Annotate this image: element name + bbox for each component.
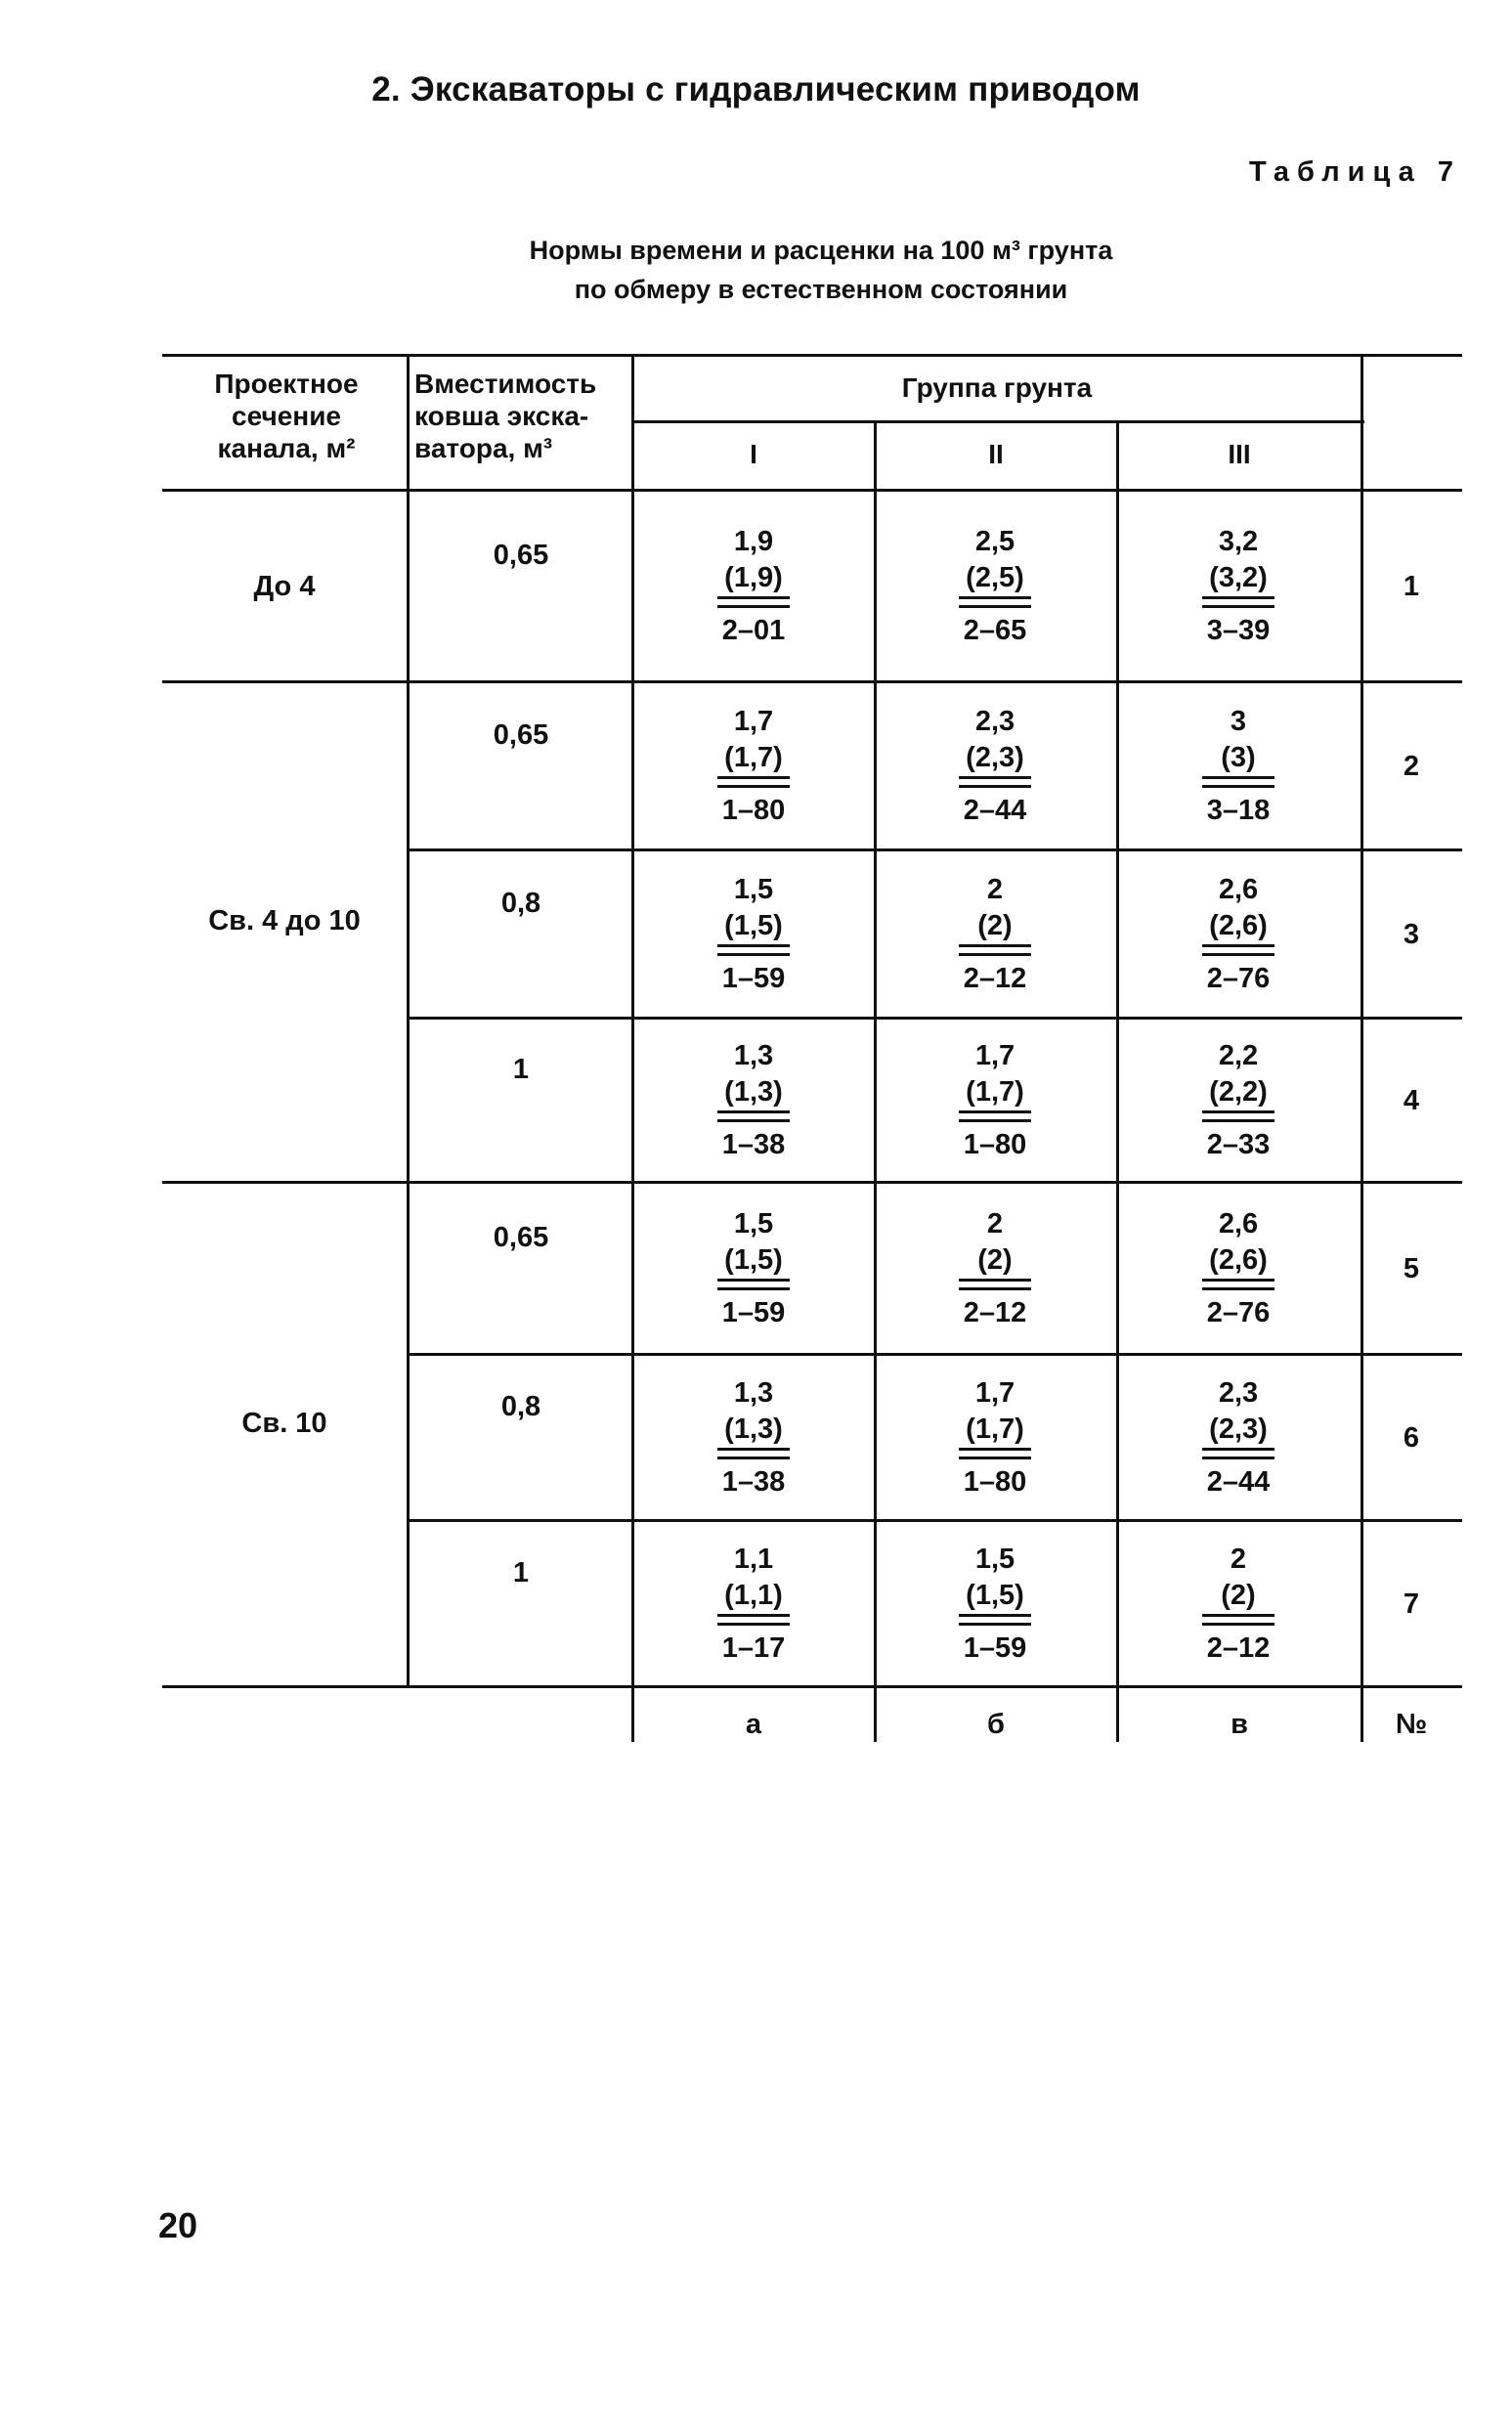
rate-value: 1–59 (717, 1287, 790, 1331)
rule-col-section (407, 354, 410, 1685)
norm-time: 1,9 (733, 525, 774, 557)
row-number: 7 (1403, 1588, 1420, 1620)
norm-time-alt: (1,9) (717, 560, 790, 599)
header-section-l2: сечение (232, 401, 341, 431)
norm-time-alt: (1,3) (717, 1074, 790, 1113)
norm-time: 1,7 (974, 1376, 1015, 1409)
norm-time: 2,5 (974, 525, 1015, 557)
norm-time-alt: (1,5) (717, 908, 790, 947)
rate-value: 1–38 (717, 1119, 790, 1163)
section-title: 2. Экскаваторы с гидравлическим приводом (371, 70, 1141, 109)
row-number: 1 (1403, 570, 1420, 602)
norm-time-alt: (2) (959, 1242, 1031, 1282)
norm-cell (1170, 1206, 1307, 1331)
section-label: До 4 (253, 571, 316, 602)
norm-cell (685, 1542, 822, 1667)
norm-cell (927, 524, 1063, 649)
rule-col-g3 (1361, 354, 1363, 1742)
norm-time-alt: (1,5) (717, 1242, 790, 1282)
section-label: Св. 4 до 10 (208, 905, 361, 936)
row-number: 2 (1403, 750, 1420, 782)
rate-value: 1–80 (959, 1457, 1031, 1501)
norm-cell (927, 1375, 1063, 1501)
norm-time: 1,3 (733, 1039, 774, 1071)
norm-time: 1,5 (974, 1543, 1015, 1575)
rule-table-bottom (162, 1685, 1462, 1688)
bucket-capacity: 0,65 (493, 718, 549, 751)
header-section-l3: канала, м² (217, 433, 356, 463)
rate-value: 2–12 (959, 1287, 1031, 1331)
header-bucket-l2: ковша экска- (414, 401, 589, 431)
header-soil-group: Группа грунта (901, 372, 1093, 403)
rule-top (162, 354, 1462, 357)
norm-time: 2,2 (1218, 1039, 1259, 1071)
footer-letter: в (1231, 1709, 1248, 1740)
norm-time: 1,1 (733, 1543, 774, 1575)
rule-col-g2 (1116, 420, 1119, 1742)
rule-row-6 (409, 1519, 1462, 1522)
caption-line-1: Нормы времени и расценки на 100 м³ грунта (529, 236, 1113, 265)
norm-time: 2 (986, 873, 1004, 905)
rule-row-5 (409, 1353, 1462, 1356)
rate-value: 2–01 (717, 605, 790, 649)
bucket-capacity: 1 (512, 1556, 530, 1588)
rule-row-4 (162, 1181, 1462, 1184)
rate-value: 2–33 (1202, 1119, 1274, 1163)
norm-time: 3,2 (1218, 525, 1259, 557)
norm-cell (685, 1206, 822, 1331)
table-caption (332, 231, 1310, 309)
norm-cell (685, 1375, 822, 1501)
norm-time: 1,5 (733, 873, 774, 905)
norm-time-alt: (3) (1202, 740, 1274, 779)
rate-value: 2–44 (959, 785, 1031, 829)
rate-value: 3–39 (1202, 605, 1274, 649)
norm-cell (1170, 704, 1307, 829)
rate-value: 1–59 (959, 1623, 1031, 1667)
norm-time-alt: (3,2) (1202, 560, 1274, 599)
rate-value: 1–38 (717, 1457, 790, 1501)
norm-cell (685, 524, 822, 649)
norm-time: 1,5 (733, 1207, 774, 1240)
footer-letter: б (987, 1709, 1005, 1740)
norm-time-alt: (1,1) (717, 1578, 790, 1617)
norm-time-alt: (1,7) (717, 740, 790, 779)
rule-row-1 (162, 680, 1462, 683)
norm-time: 2,6 (1218, 873, 1259, 905)
norm-cell (1170, 872, 1307, 997)
footer-no: № (1395, 1709, 1428, 1740)
rule-header-bottom (162, 489, 1462, 492)
rule-col-g1 (874, 420, 877, 1742)
bucket-capacity: 0,8 (500, 1390, 541, 1422)
norm-time-alt: (1,7) (959, 1074, 1031, 1113)
norm-time: 1,3 (733, 1376, 774, 1409)
header-group-2: II (988, 439, 1004, 469)
norm-time-alt: (2,6) (1202, 1242, 1274, 1282)
rate-value: 2–76 (1202, 953, 1274, 997)
norm-time: 2,6 (1218, 1207, 1259, 1240)
norm-time: 2 (986, 1207, 1004, 1240)
rate-value: 2–12 (1202, 1623, 1274, 1667)
bucket-capacity: 0,65 (493, 1221, 549, 1253)
norm-cell (1170, 1375, 1307, 1501)
norm-time-alt: (2,5) (959, 560, 1031, 599)
norm-time-alt: (2,3) (1202, 1412, 1274, 1451)
row-number: 6 (1403, 1421, 1420, 1454)
norm-cell (927, 704, 1063, 829)
norm-cell (685, 704, 822, 829)
norm-time-alt: (2) (1202, 1578, 1274, 1617)
bucket-capacity: 0,65 (493, 539, 549, 571)
rule-row-2 (409, 848, 1462, 851)
footer-letter: а (745, 1709, 762, 1740)
norm-cell (927, 1206, 1063, 1331)
rate-value: 2–44 (1202, 1457, 1274, 1501)
header-group-1: I (750, 439, 757, 469)
norm-time: 2 (1230, 1543, 1247, 1575)
norm-time: 2,3 (974, 705, 1015, 737)
page-number: 20 (158, 2205, 198, 2245)
norm-time: 1,7 (733, 705, 774, 737)
norm-time-alt: (2,2) (1202, 1074, 1274, 1113)
norm-time-alt: (1,5) (959, 1578, 1031, 1617)
caption-line-2: по обмеру в естественном состоянии (574, 275, 1068, 304)
rate-value: 2–65 (959, 605, 1031, 649)
norm-time-alt: (2,6) (1202, 908, 1274, 947)
rule-row-3 (409, 1017, 1462, 1020)
norm-time-alt: (1,3) (717, 1412, 790, 1451)
norm-time: 2,3 (1218, 1376, 1259, 1409)
norm-cell (927, 872, 1063, 997)
rate-value: 1–80 (959, 1119, 1031, 1163)
norm-time-alt: (2) (959, 908, 1031, 947)
bucket-capacity: 1 (512, 1053, 530, 1085)
header-bucket-l3: ватора, м³ (414, 433, 553, 463)
norm-cell (1170, 524, 1307, 649)
norm-time: 1,7 (974, 1039, 1015, 1071)
norm-time-alt: (1,7) (959, 1412, 1031, 1451)
header-bucket (410, 368, 635, 464)
rule-soil-group (633, 420, 1364, 423)
rate-value: 2–12 (959, 953, 1031, 997)
row-number: 3 (1403, 918, 1420, 950)
row-number: 5 (1403, 1252, 1420, 1284)
rate-value: 2–76 (1202, 1287, 1274, 1331)
header-section (166, 368, 407, 464)
norm-time-alt: (2,3) (959, 740, 1031, 779)
section-label: Св. 10 (241, 1408, 327, 1439)
rate-value: 1–59 (717, 953, 790, 997)
header-section-l1: Проектное (214, 369, 359, 399)
header-bucket-l1: Вместимость (414, 369, 597, 399)
rate-value: 3–18 (1202, 785, 1274, 829)
rate-value: 1–17 (717, 1623, 790, 1667)
rate-value: 1–80 (717, 785, 790, 829)
norm-cell (927, 1038, 1063, 1163)
norm-cell (1170, 1038, 1307, 1163)
norm-cell (685, 1038, 822, 1163)
norm-time: 3 (1230, 705, 1247, 737)
bucket-capacity: 0,8 (500, 887, 541, 919)
header-group-3: III (1228, 439, 1251, 469)
table-label: Таблица 7 (1248, 156, 1461, 188)
row-number: 4 (1403, 1084, 1420, 1116)
norm-cell (685, 872, 822, 997)
norm-cell (927, 1542, 1063, 1667)
norm-cell (1170, 1542, 1307, 1667)
rule-col-bucket (631, 354, 634, 1742)
